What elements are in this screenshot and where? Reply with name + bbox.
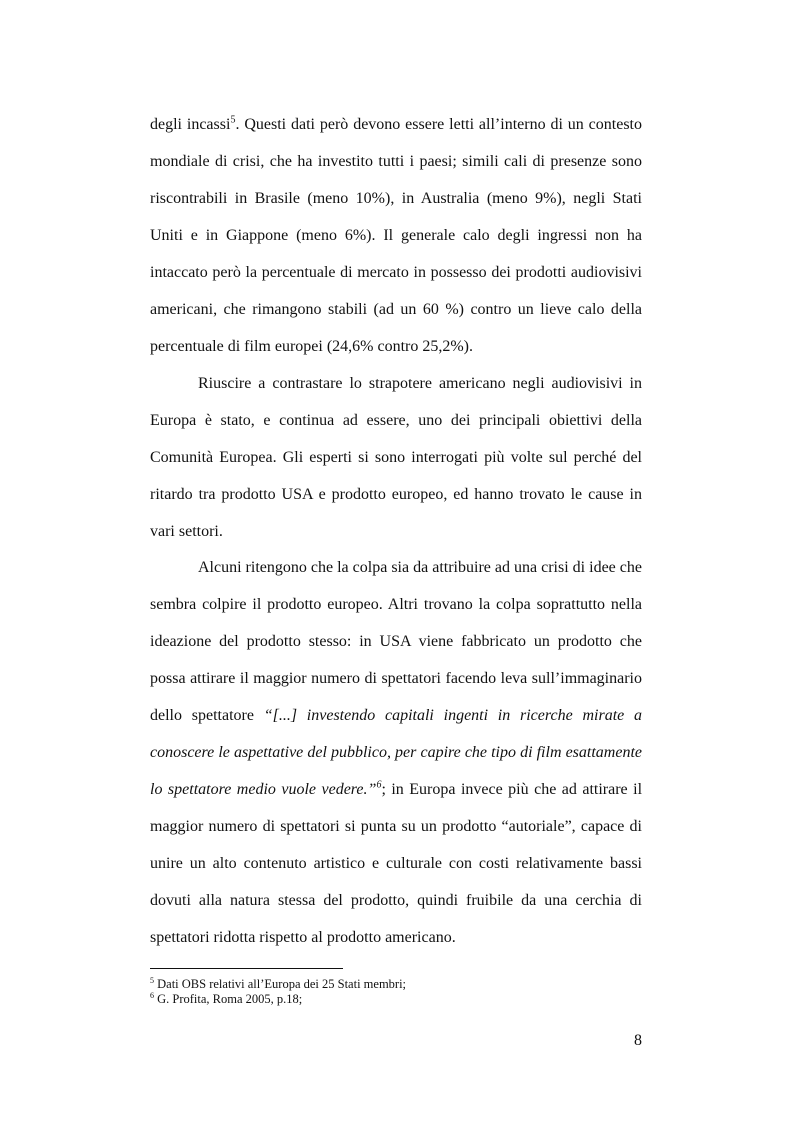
paragraph-text: ; in Europa invece più che ad attirare il maggior numero di spettatori si punta su un prodotto “autoriale”, capace di unire un alto contenuto artistico e culturale con costi relativamente bassi dovuti alla natura stessa del prodotto, quindi fruibile da una cerchia di spettatori ridotta rispetto al prodotto americano. [150,781,643,946]
footnote-6 [150,992,642,1007]
body-paragraph-2: Riuscire a contrastare lo strapotere americano negli audiovisivi in Europa è stato, e continua ad essere, uno dei principali obiettivi della Comunità Europea. Gli esperti si sono interrogati più volte sul perché del ritardo tra prodotto USA e prodotto europeo, ed hanno trovato le cause in vari settori. [150,375,642,540]
paragraph-text: Alcuni ritengono che la colpa sia da attribuire ad una crisi di idee che sembra colpire il prodotto europeo. Altri trovano la colpa soprattutto nella ideazione del prodotto stesso: in USA viene fabbricato un prodotto che possa attirare il maggior numero di spettatori facendo leva sull’immaginario dello spettatore [150,559,642,724]
body-paragraph-3 [150,549,642,956]
footnote-ref-number: 6 [376,779,382,791]
footnote-text: G. Profita, Roma 2005, p.18; [157,992,303,1006]
footnote-separator [150,968,343,969]
footnote-text: Dati OBS relativi all’Europa dei 25 Stati membri; [157,977,407,991]
footnote-number: 5 [150,975,154,985]
body-paragraph-1 [150,106,642,365]
quotation: “[...] investendo capitali ingenti in ricerche mirate a conoscere le aspettative del pubblico, per capire che tipo di film esattamente lo spettatore medio vuole vedere.” [150,707,643,798]
footnote-5 [150,977,642,992]
paragraph-text: . Questi dati però devono essere letti all’interno di un contesto mondiale di crisi, che ha investito tutti i paesi; simili cali di presenze sono riscontrabili in Brasile (meno 10%), in Australia (meno 9%), negli Stati Uniti e in Giappone (meno 6%). Il generale calo degli ingressi non ha intaccato però la percentuale di mercato in possesso dei prodotti audiovisivi americani, che rimangono stabili (ad un 60 %) contro un lieve calo della percentuale di film europei (24,6% contro 25,2%). [150,116,643,355]
page-number: 8 [634,1032,642,1049]
footnotes [150,977,642,1007]
footnote-number: 6 [150,990,154,1000]
footnote-ref-5[interactable]: 5 [230,114,236,126]
paragraph-text: degli incassi [150,116,231,133]
